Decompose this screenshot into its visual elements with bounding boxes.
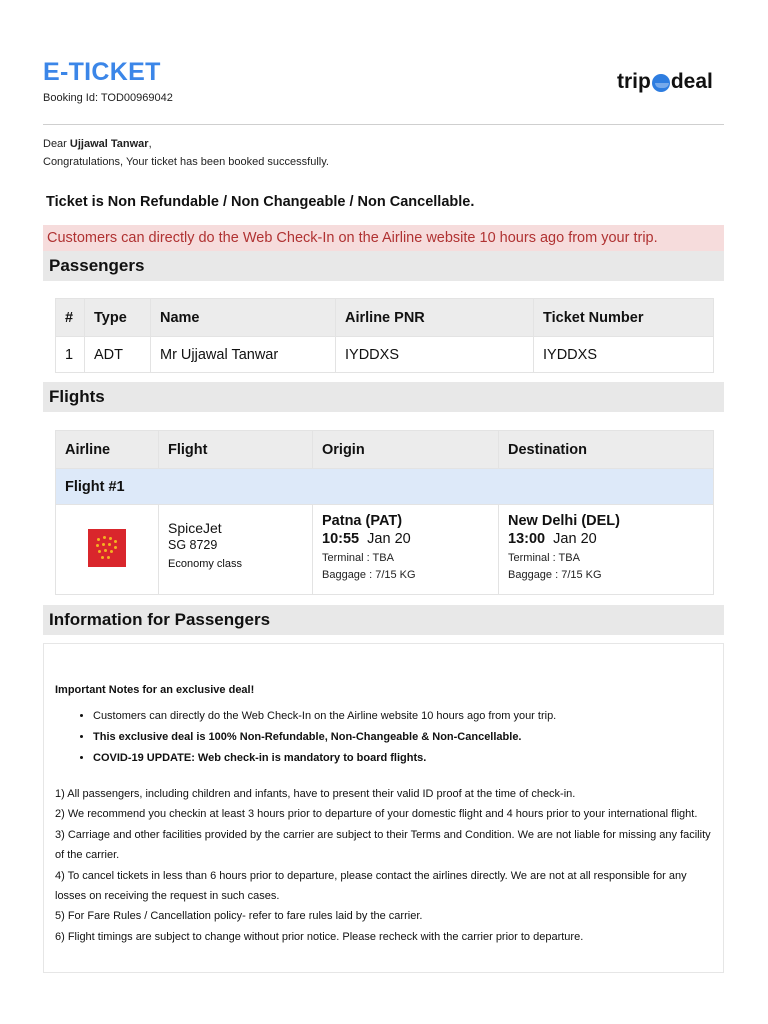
information-box [43, 643, 724, 973]
information-section-title: Information for Passengers [43, 605, 724, 635]
flight-number: SG 8729 [168, 538, 218, 552]
flight-cell [159, 505, 313, 595]
header-divider [43, 124, 724, 125]
flights-section-title: Flights [43, 382, 724, 412]
rule-item: 6) Flight timings are subject to change without prior notice. Please recheck with the carrier prior to departure. [55, 930, 584, 943]
column-header-name: Name [151, 299, 336, 337]
table-header-row [56, 299, 714, 337]
passenger-name: Ujjawal Tanwar [69, 138, 149, 150]
flight-label: Flight #1 [56, 469, 714, 505]
flight-label-row [56, 469, 714, 505]
congratulations-message: Congratulations, Your ticket has been booked successfully. [43, 156, 329, 168]
ticket-number: IYDDXS [534, 337, 714, 373]
airline-name: SpiceJet [168, 520, 222, 536]
column-header-destination: Destination [499, 431, 714, 469]
passenger-rules [55, 784, 715, 947]
origin-city: Patna (PAT) [322, 513, 403, 529]
passenger-type: ADT [85, 337, 151, 373]
column-header-number: # [56, 299, 85, 337]
column-header-ticket-number: Ticket Number [534, 299, 714, 337]
origin-baggage: Baggage : 7/15 KG [322, 569, 416, 581]
table-header-row [56, 431, 714, 469]
logo-text-left: trip [617, 70, 651, 93]
column-header-airline: Airline [56, 431, 159, 469]
globe-icon [652, 74, 670, 92]
passenger-full-name: Mr Ujjawal Tanwar [151, 337, 336, 373]
flights-table [55, 430, 714, 595]
destination-date: Jan 20 [553, 531, 597, 547]
rule-item: 2) We recommend you checkin at least 3 hours prior to departure of your domestic flight and 4 hours prior to your international flight. [55, 808, 698, 821]
airline-cell [56, 505, 159, 595]
origin-cell [313, 505, 499, 595]
rule-item: 3) Carriage and other facilities provided by the carrier are subject to their Terms and Condition. We are not liable for missing any facility of the carrier. [55, 828, 711, 862]
origin-date: Jan 20 [367, 531, 411, 547]
logo-text-right: deal [670, 70, 713, 93]
passengers-section-title: Passengers [43, 251, 724, 281]
booking-id: Booking Id: TOD00969042 [43, 92, 173, 104]
destination-terminal: Terminal : TBA [508, 552, 580, 564]
list-item: • COVID-19 UPDATE: Web check-in is mandatory to board flights. [93, 752, 556, 764]
rule-item: 5) For Fare Rules / Cancellation policy- refer to fare rules laid by the carrier. [55, 910, 423, 923]
cabin-class: Economy class [168, 558, 242, 570]
tripodeal-logo [617, 68, 713, 96]
column-header-type: Type [85, 299, 151, 337]
origin-terminal: Terminal : TBA [322, 552, 394, 564]
important-notes-title: Important Notes for an exclusive deal! [55, 684, 255, 696]
table-row [56, 337, 714, 373]
page-title: E-TICKET [43, 58, 161, 86]
column-header-origin: Origin [313, 431, 499, 469]
non-refundable-notice: Ticket is Non Refundable / Non Changeable / Non Cancellable. [46, 194, 475, 210]
greeting-dear: Dear [43, 138, 70, 150]
greeting [43, 138, 152, 150]
column-header-flight: Flight [159, 431, 313, 469]
rule-item: 1) All passengers, including children and infants, have to present their valid ID proof at the time of check-in. [55, 788, 576, 800]
list-item: • This exclusive deal is 100% Non-Refundable, Non-Changeable & Non-Cancellable. [93, 731, 556, 743]
table-row [56, 505, 714, 595]
destination-city: New Delhi (DEL) [508, 513, 620, 529]
important-notes-list [70, 710, 556, 773]
list-item: • Customers can directly do the Web Check-In on the Airline website 10 hours ago from your trip. [93, 710, 556, 722]
greeting-comma: , [148, 138, 152, 150]
airline-pnr: IYDDXS [336, 337, 534, 373]
passengers-table [55, 298, 714, 373]
spicejet-logo-icon [88, 529, 126, 567]
passenger-index: 1 [56, 337, 85, 373]
column-header-airline-pnr: Airline PNR [336, 299, 534, 337]
destination-time: 13:00 [508, 531, 546, 547]
web-checkin-banner: Customers can directly do the Web Check-In on the Airline website 10 hours ago from your trip. [43, 225, 724, 251]
origin-time: 10:55 [322, 531, 360, 547]
destination-baggage: Baggage : 7/15 KG [508, 569, 602, 581]
destination-cell [499, 505, 714, 595]
rule-item: 4) To cancel tickets in less than 6 hours prior to departure, please contact the airlines directly. We are not at all responsible for any losses on receiving the request in such cases. [55, 869, 687, 903]
